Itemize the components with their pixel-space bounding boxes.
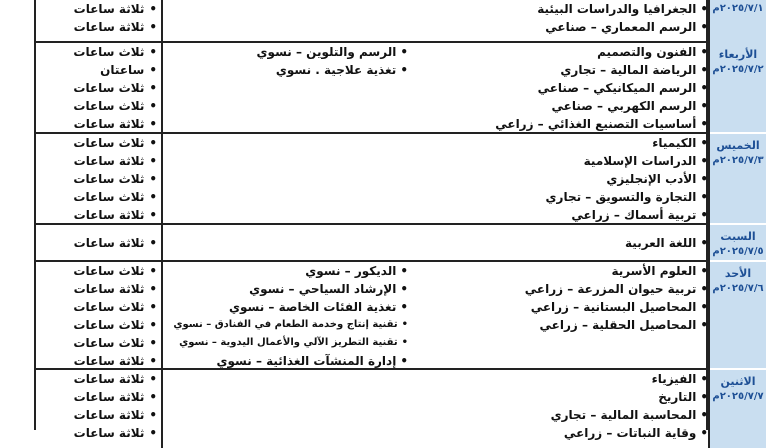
subject2-item: • الديكور – نسوي <box>163 262 408 280</box>
durations-list <box>34 134 163 223</box>
day-date: ٢٠٢٥/٧/٣م <box>712 155 764 166</box>
durations-list <box>34 225 163 260</box>
duration-item: • ثلاثة ساعات <box>34 406 161 424</box>
duration-item: • ثلاث ساعات <box>34 134 161 152</box>
duration-item: • ساعتان <box>34 61 161 79</box>
day-cell <box>708 43 766 132</box>
day-cell <box>708 0 766 43</box>
day-name: الخميس <box>716 139 760 152</box>
subject-item: • الدراسات الإسلامية <box>408 152 708 170</box>
subject-item: • وقاية النباتات – زراعي <box>408 424 708 442</box>
duration-item: • ثلاثة ساعات <box>34 370 161 388</box>
day-cell <box>708 225 766 260</box>
subjects-list <box>408 43 708 133</box>
duration-item: • ثلاثة ساعات <box>34 206 161 224</box>
day-cell <box>708 262 766 368</box>
durations-list <box>34 0 163 43</box>
day-date: ٢٠٢٥/٧/٥م <box>712 246 764 257</box>
subject-item: • الفيزياء <box>408 370 708 388</box>
durations-list <box>34 370 163 448</box>
duration-item: • ثلاث ساعات <box>34 334 161 352</box>
day-date: ٢٠٢٥/٧/٦م <box>712 283 764 294</box>
duration-item: • ثلاث ساعات <box>34 262 161 280</box>
subject-item: • العلوم الأسرية <box>408 262 708 280</box>
day-date: ٢٠٢٥/٧/٧م <box>712 391 764 402</box>
subject2-item: • تغذية الفئات الخاصة – نسوي <box>163 298 408 316</box>
subject-item: • المحاسبة المالية – تجاري <box>408 406 708 424</box>
subject-item: • تربية حيوان المزرعة – زراعي <box>408 280 708 298</box>
duration-item: • ثلاثة ساعات <box>34 152 161 170</box>
subjects-list <box>408 370 708 442</box>
day-row-tuesday <box>34 0 764 43</box>
subject-item: • التاريخ <box>408 388 708 406</box>
subject-item: • الرياضة المالية – تجاري <box>408 61 708 79</box>
duration-item: • ثلاثة ساعات <box>34 424 161 442</box>
day-date: ٢٠٢٥/٧/٢م <box>712 64 764 75</box>
subject2-item: • الرسم والتلوين – نسوي <box>163 43 408 61</box>
subjects2-list <box>163 262 408 370</box>
day-name: الاثنين <box>720 375 756 388</box>
duration-item: • ثلاث ساعات <box>34 298 161 316</box>
subject-item: • الرسم الكهربي – صناعي <box>408 97 708 115</box>
subjects-list <box>408 0 708 36</box>
subject-item: • اللغة العربية <box>408 234 708 252</box>
duration-item: • ثلاث ساعات <box>34 316 161 334</box>
duration-item: • ثلاثة ساعات <box>34 18 161 36</box>
subject-item: • الرسم الميكانيكي – صناعي <box>408 79 708 97</box>
subject-item: • الأدب الإنجليزي <box>408 170 708 188</box>
duration-item: • ثلاث ساعات <box>34 43 161 61</box>
day-row-monday <box>34 368 764 448</box>
duration-item: • ثلاثة ساعات <box>34 0 161 18</box>
subject2-item: • إدارة المنشآت الغذائية – نسوي <box>163 352 408 370</box>
duration-item: • ثلاث ساعات <box>34 79 161 97</box>
subject-item: • تربية أسماك – زراعي <box>408 206 708 224</box>
subjects2-list <box>163 43 408 79</box>
subject-item: • الرسم المعماري – صناعي <box>408 18 708 36</box>
subject-item: • الكيمياء <box>408 134 708 152</box>
day-name: الأربعاء <box>718 48 758 61</box>
subjects-list <box>408 234 708 252</box>
duration-item: • ثلاثة ساعات <box>34 352 161 370</box>
duration-item: • ثلاثة ساعات <box>34 280 161 298</box>
duration-item: • ثلاثة ساعات <box>34 234 161 252</box>
day-row-sunday <box>34 260 764 368</box>
day-row-saturday <box>34 223 764 260</box>
duration-item: • ثلاثة ساعات <box>34 115 161 133</box>
day-cell <box>708 370 766 448</box>
durations-list <box>34 43 163 132</box>
subject2-item: • تقنية التطريز الآلي والأعمال اليدوية – نسوي <box>163 334 408 352</box>
day-cell <box>708 134 766 223</box>
day-row-wednesday <box>34 41 764 132</box>
subject2-item: • تغذية علاجية . نسوي <box>163 61 408 79</box>
day-row-thursday <box>34 132 764 223</box>
durations-list <box>34 262 163 368</box>
subjects-list <box>408 134 708 224</box>
duration-item: • ثلاثة ساعات <box>34 388 161 406</box>
duration-item: • ثلاث ساعات <box>34 97 161 115</box>
day-name: السبت <box>720 230 756 243</box>
subject-item: • المحاصيل الحقلية – زراعي <box>408 316 708 334</box>
duration-item: • ثلاث ساعات <box>34 170 161 188</box>
subject2-item: • تقنية إنتاج وخدمة الطعام في الفنادق – نسوي <box>163 316 408 334</box>
day-date: ٢٠٢٥/٧/١م <box>712 3 764 14</box>
duration-item: • ثلاث ساعات <box>34 188 161 206</box>
subject-item: • الجغرافيا والدراسات البيئية <box>408 0 708 18</box>
subjects-list <box>408 262 708 334</box>
subject-item: • الفنون والتصميم <box>408 43 708 61</box>
day-name: الأحد <box>724 267 752 280</box>
subject-item: • التجارة والتسويق – تجاري <box>408 188 708 206</box>
subject2-item: • الإرشاد السياحي – نسوي <box>163 280 408 298</box>
subject-item: • أساسيات التصنيع الغذائي – زراعي <box>408 115 708 133</box>
subject-item: • المحاصيل البستانية – زراعي <box>408 298 708 316</box>
